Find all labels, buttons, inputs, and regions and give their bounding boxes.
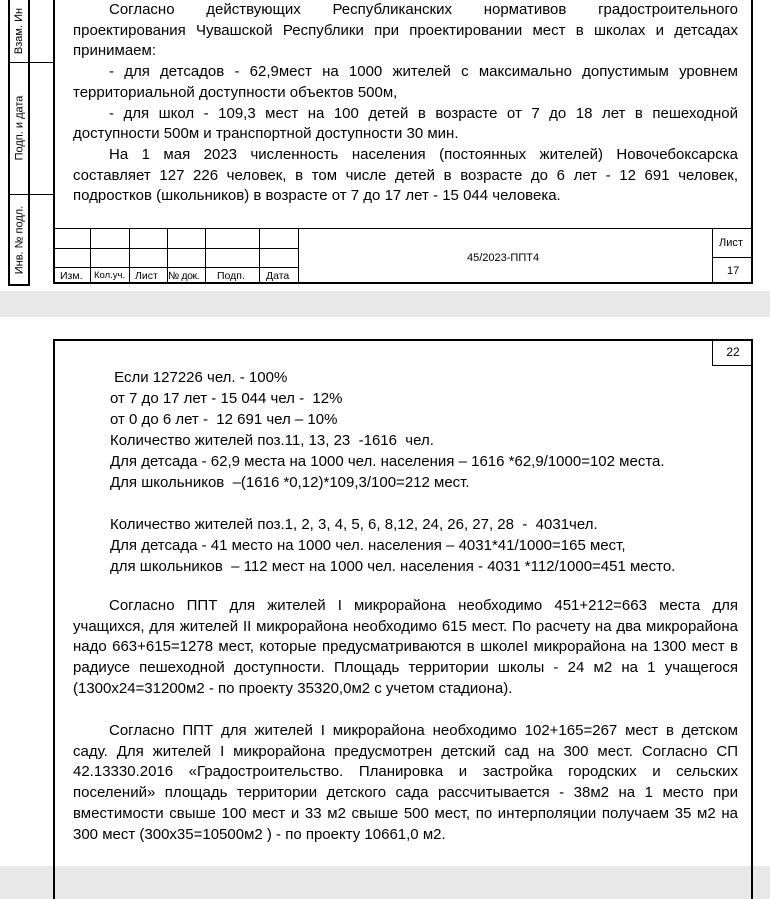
side-strip-divider — [28, 0, 29, 286]
calc-line: Для детсада - 62,9 места на 1000 чел. населения – 1616 *62,9/1000=102 места. — [110, 453, 665, 470]
calc-line: Для школьников –(1616 *0,12)*109,3/100=212 мест. — [110, 474, 470, 491]
sheet-number: 17 — [727, 265, 740, 277]
paragraph: - для школ - 109,3 мест на 100 детей в возрасте от 7 до 18 лет в пешеходной доступности 500м и транспортной доступности 30 мин. — [73, 104, 738, 143]
sheet-label: Лист — [719, 237, 743, 249]
paragraph: Согласно действующих Республиканских нормативов градостроительного проектирования Чувашской Республики при проектировании мест в школах и детсадах принимаем: — [73, 1, 738, 60]
stamp-col-ndok: № док. — [168, 270, 200, 282]
paragraph: - для детсадов - 62,9мест на 1000 жителей с максимально допустимым уровнем территориальной доступности объектов 500м, — [73, 63, 738, 101]
calc-line: Количество жителей поз.11, 13, 23 -1616 чел. — [110, 432, 434, 449]
stamp-col-koluch: Кол.уч. — [94, 270, 126, 281]
document-code: 45/2023-ППТ4 — [467, 252, 540, 264]
paragraph: На 1 мая 2023 численность населения (постоянных жителей) Новочебоксарска составляет 127 226 человек, в том числе детей в возрасте до 6 лет - 12 691 человек, подростков (школьников) в возрасте от 7 до 17 лет - 15 044 человека. — [73, 145, 738, 205]
calc-line: Если 127226 чел. - 100% — [110, 369, 288, 386]
side-label-inv: Инв. № подл. — [13, 205, 25, 275]
stamp-col-izm: Изм. — [60, 270, 83, 282]
side-label-podp: Подп. и дата — [13, 95, 26, 161]
calc-block-2 — [110, 514, 675, 577]
calc-block-1 — [110, 367, 665, 493]
page-number: 22 — [712, 339, 753, 366]
stamp-col-list: Лист — [135, 270, 158, 282]
calc-line: от 0 до 6 лет - 12 691 чел – 10% — [110, 411, 338, 428]
calc-line: Для детсада - 41 место на 1000 чел. населения – 4031*41/1000=165 мест, — [110, 537, 626, 554]
paragraph-kindergarten: Согласно ППТ для жителей I микрорайона необходимо 102+165=267 мест в детском саду. Для жителей I микрорайона предусмотрен детский сад на 300 мест. Согласно СП 42.13330.2016 «Градостроительство. Планировка и застройка городских и сельских поселений» площадь территории детского сада рассчитывается - 38м2 на 1 место при вместимости свыше 100 мест и 33 м2 свыше 500 мест, по интерполяции получаем 35 м2 на 300 мест (300х35=10500м2 ) - по проекту 10661,0 м2. — [73, 722, 738, 843]
paragraph-school: Согласно ППТ для жителей I микрорайона необходимо 451+212=663 места для учащихся, для жителей II микрорайона необходимо 615 мест. По расчету на два микрорайона надо 663+615=1278 мест, которые предусматриваются в школеI микрорайона на 1300 мест в радиусе пешеходной доступности. Площадь территории школы - 24 м2 на 1 учащегося (1300х24=31200м2 - по проекту 35320,0м2 с учетом стадиона). — [73, 597, 738, 697]
stamp-col-podp: Подп. — [217, 270, 245, 282]
stamp-col-data: Дата — [266, 270, 290, 282]
side-label-vzam: Взам. Ин — [13, 7, 25, 55]
document-page-2 — [0, 317, 770, 866]
document-page-1 — [0, 0, 770, 291]
calc-line: Количество жителей поз.1, 2, 3, 4, 5, 6, 8,12, 24, 26, 27, 28 - 4031чел. — [110, 516, 598, 533]
calc-line: для школьников – 112 мест на 1000 чел. населения - 4031 *112/1000=451 место. — [110, 558, 676, 575]
body-text — [73, 0, 738, 207]
calc-line: от 7 до 17 лет - 15 044 чел - 12% — [110, 390, 343, 407]
